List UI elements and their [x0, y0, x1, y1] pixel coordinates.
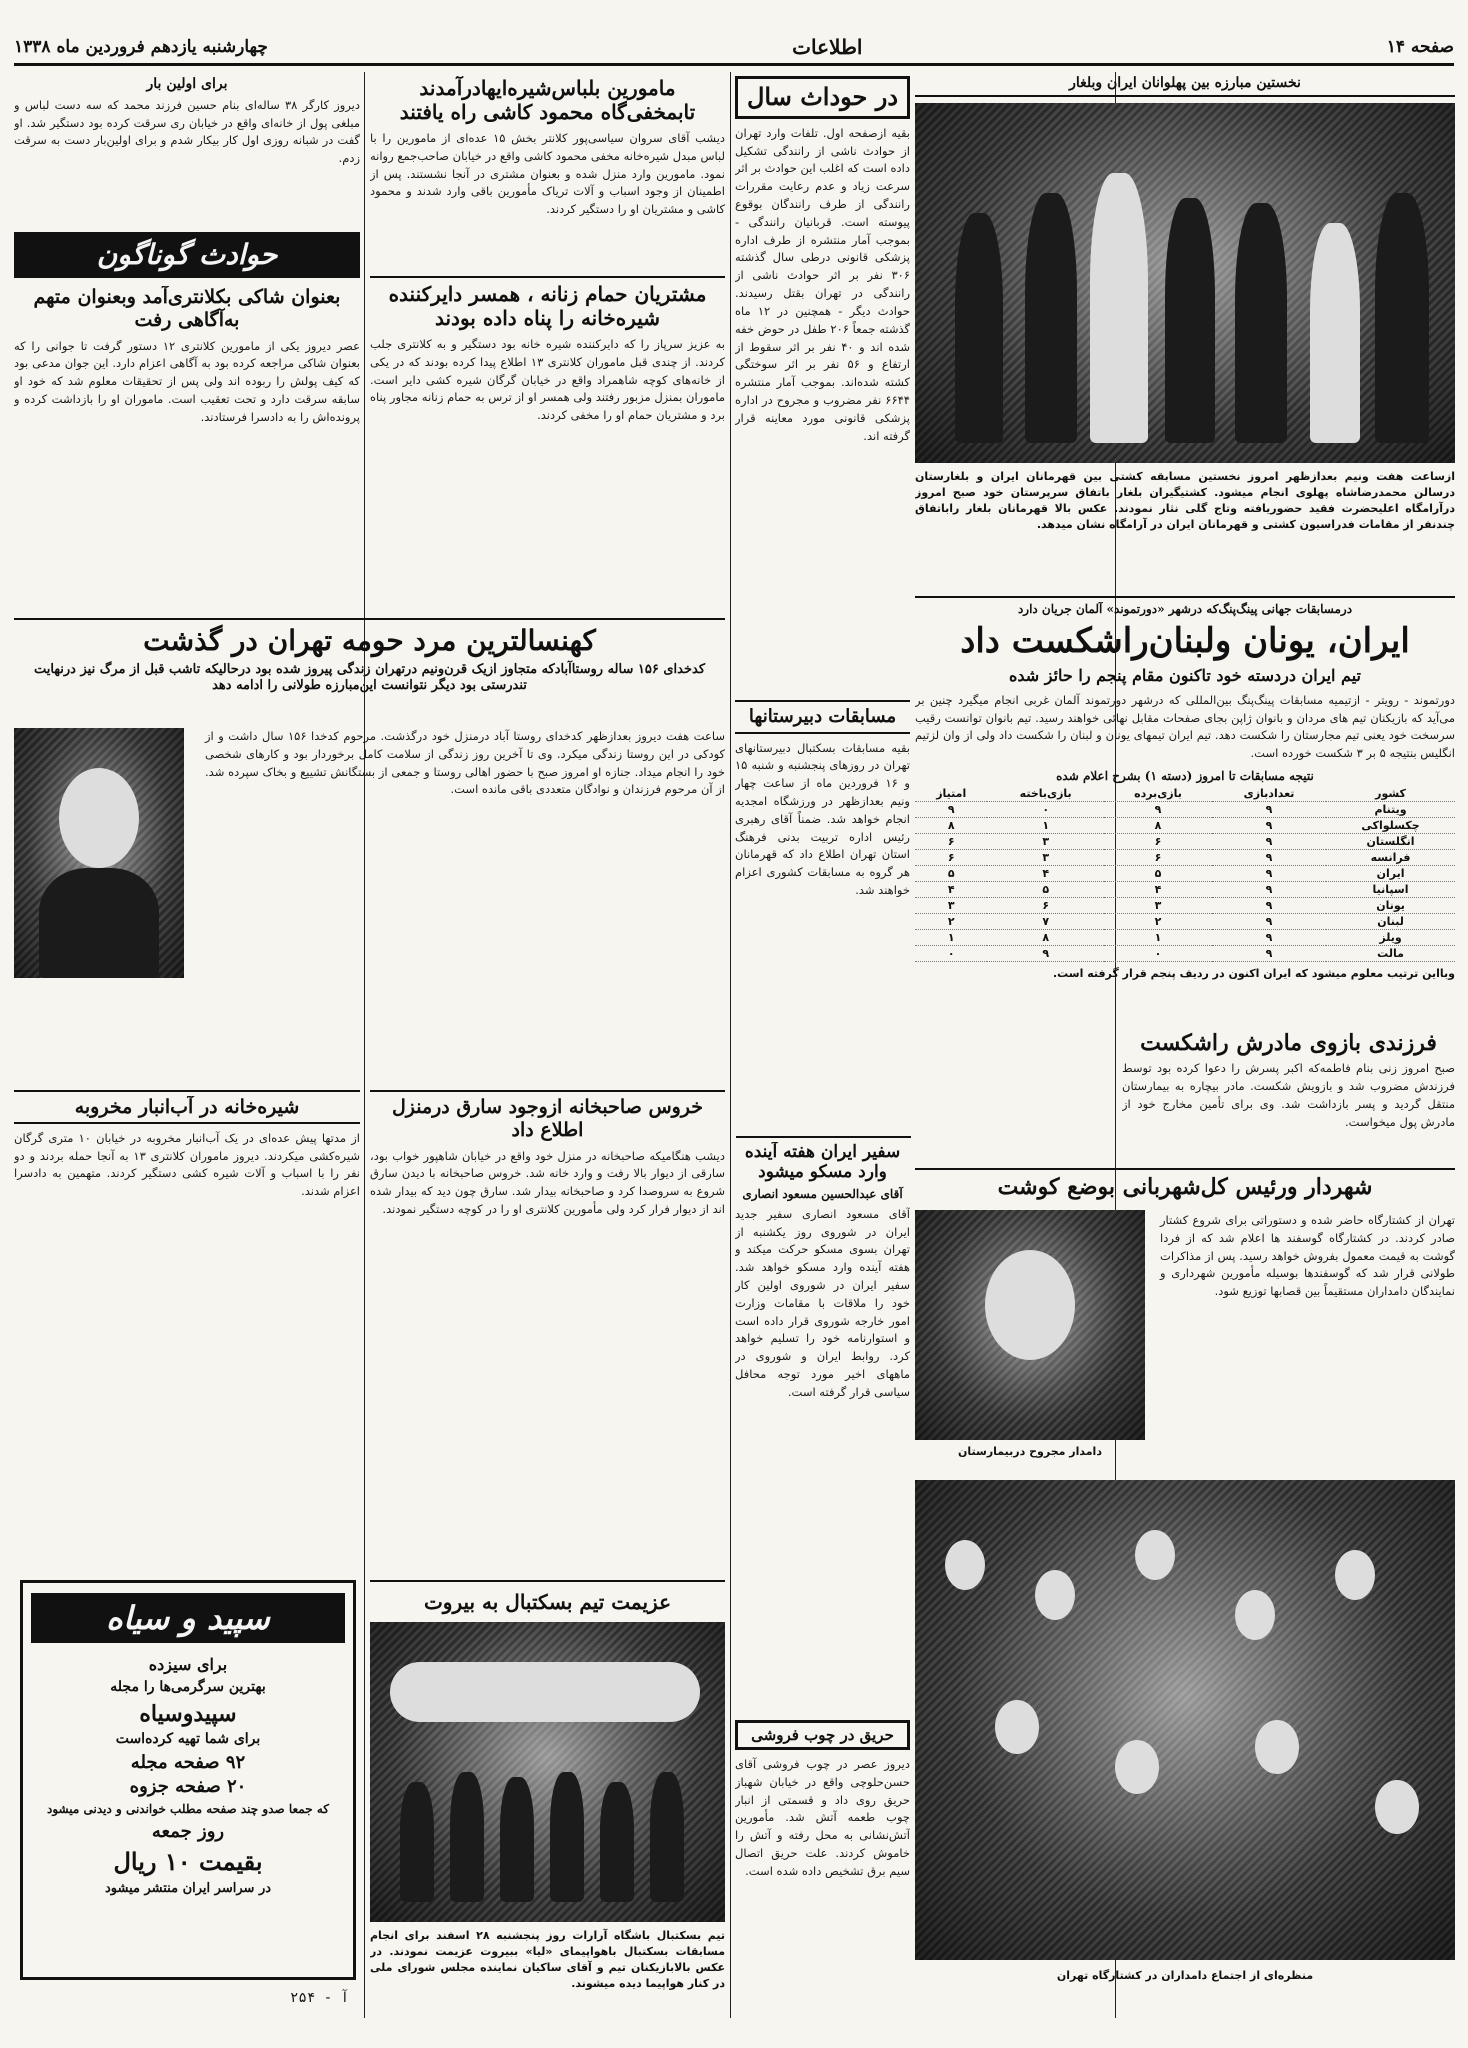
table-cell: ۰: [915, 946, 987, 962]
ad-line: بهترین سرگرمی‌ها را مجله: [110, 1679, 266, 1695]
rooster-article: [370, 1096, 725, 1546]
table-cell: ۱: [1104, 930, 1212, 946]
table-cell: ۴: [987, 866, 1104, 882]
oldest-man-article: [14, 624, 725, 1084]
table-row: [915, 898, 1455, 914]
table-row: [915, 946, 1455, 962]
table-cell: ۹: [1212, 802, 1326, 818]
wrestling-article: [915, 72, 1455, 592]
police-body: دیشب آقای سروان سیاسی‌پور کلانتر بخش ۱۵ عده‌ای از مامورین را با لباس مبدل شیره‌خانه مخفی محمود کاشی واقع در خیابان صاحب‌جمع روانه نمود. مامورین وارد منزل شده و بعنوان مشتری در آنجا نشستند. پس از اطمینان از وجود اسباب و آلات تریاک مأمورین باقی وارد شدند و محمود کاشی و مشتریان او را دستگیر کردند.: [370, 131, 725, 217]
table-cell: ۰: [1104, 946, 1212, 962]
table-cell: ۱: [987, 818, 1104, 834]
table-cell: ۳: [987, 850, 1104, 866]
pingpong-subtitle: تیم ایران دردسته خود تاکنون مقام پنجم را حائز شده: [1009, 665, 1361, 685]
table-cell: ۵: [915, 866, 987, 882]
ad-line: روز جمعه: [151, 1820, 225, 1842]
table-cell: ۹: [1212, 946, 1326, 962]
table-cell: ۹: [1212, 914, 1326, 930]
wrestling-caption: ازساعت هفت ونیم بعدازظهر امروز نخستین مسابقه کشتی بین قهرمانان ایران و بلغارستان درسالن محمدرضاشاه پهلوی انجام میشود. کشتیگیران بلغار باتفاق سرپرستان خود صبح امروز درآرامگاه اعلیحضرت فقید حضوریافته وتاج گلی نثار نمودند. عکس بالا قهرمانان بلغار راباتفاق چندنفر از مقامات فدراسیون کشتی و قهرمانان ایران در آرامگاه نشان میدهد.: [915, 469, 1455, 531]
ambassador-subtitle: آقای عبدالحسین مسعود انصاری: [742, 1186, 903, 1201]
oldest-subtitle: کدخدای ۱۵۶ ساله روستاآبادکه متجاوز ازیک قرن‌ونیم درتهران زندگی پیروز شده بود درحالیکه تاشب قبل از مرگ نیز درنهایت تندرستی بود دیگر نتوانست این‌مبارزه طولانی را ادامه دهد: [33, 661, 706, 693]
table-cell: ۵: [1104, 866, 1212, 882]
table-row: [915, 834, 1455, 850]
table-cell: انگلستان: [1326, 834, 1455, 850]
basketball-team-article: [370, 1590, 725, 2030]
ad-price: بقیمت ۱۰ ریال: [113, 1847, 263, 1877]
ad-brand: سپیدوسیاه: [139, 1700, 237, 1727]
crowd-caption: منظره‌ای از اجتماع دامداران در کشتارگاه تهران: [1056, 1969, 1314, 1982]
ad-logo: سپید و سیاه: [31, 1593, 345, 1643]
son-body: صبح امروز زنی بنام فاطمه‌که اکبر پسرش را دعوا کرده بود توسط فرزندش مضروب شد و بازویش شکست. مادر بیچاره به بیمارستان منتقل گردید و پسر بازداشت شد. وی برای تأمین مخارج خود از مادرش پول میخواست.: [1122, 1061, 1455, 1129]
basketball-team-photo: [370, 1622, 725, 1922]
first-time-title: برای اولین بار: [146, 76, 228, 92]
events-article: [735, 76, 910, 596]
table-header: کشور: [1326, 786, 1455, 802]
ad-line: ۹۲ صفحه مجله: [130, 1752, 246, 1774]
pingpong-kicker: درمسابقات جهانی پینگ‌پنگ‌که درشهر «دورتموند» آلمان جریان دارد: [1017, 602, 1353, 616]
oldest-body: ساعت هفت دیروز بعدازظهر کدخدای روستا آباد درمنزل خود درگذشت. مرحوم کدخدا ۱۵۶ سال داشت و از کودکی در این روستا زندگی میکرد. وی تا آخرین روز زندگی از سلامت کامل برخوردار بود و کارهای شخصی خود را انجام میداد. جنازه او امروز صبح با حضور اهالی روستا و جمعی از بستگانش تشییع و بخاک سپرده شد. از آن مرحوم فرزندان و نوادگان متعددی باقی مانده است.: [205, 729, 725, 797]
table-cell: ۹: [1212, 866, 1326, 882]
rooster-body: دیشب هنگامیکه صاحبخانه در منزل خود واقع در خیابان شاهپور خواب بود، سارقی از دیوار بالا رفت و وارد خانه شد. خروس صاحبخانه با دیدن سارق شروع به سروصدا کرد و صاحبخانه بیدار شد. سارق چون دید که بیدار شده اند از دیوار فرار کرد ولی مأمورین کلانتری او را در کوچه دستگیر نمودند.: [370, 1148, 725, 1217]
paper-name: اطلاعات: [792, 34, 863, 59]
table-cell: ۱: [915, 930, 987, 946]
table-cell: ۵: [987, 882, 1104, 898]
wounded-caption: دامدار مجروح دربیمارستان: [958, 1445, 1102, 1458]
table-cell: ۹: [987, 946, 1104, 962]
false-complaint-article: [14, 286, 360, 612]
table-header-row: [915, 786, 1455, 802]
mayor-title: شهردار ورئیس کل‌شهربانی بوضع کوشت: [997, 1174, 1373, 1200]
ad-line: در سراسر ایران منتشر میشود: [104, 1880, 272, 1896]
table-header: بازی‌باخته: [987, 786, 1104, 802]
highschool-article: [735, 700, 910, 1130]
fire-title: حریق در چوب فروشی: [735, 1720, 910, 1750]
table-header: تعدادبازی: [1212, 786, 1326, 802]
table-row: [915, 882, 1455, 898]
crowd-article: [915, 1480, 1455, 2010]
table-header: بازی‌برده: [1104, 786, 1212, 802]
table-cell: ۹: [1212, 930, 1326, 946]
table-cell: ۶: [915, 834, 987, 850]
first-time-body: دیروز کارگر ۳۸ ساله‌ای بنام حسین فرزند محمد که سه دست لباس و مبلغی پول از خانه‌ای واقع در خیابان ری سرقت کرده بود دستگیر شد. او گفت در شبانه روزی اول کار بیکار شدم و برای اولین‌بار دست به سرقت زدم.: [14, 97, 360, 166]
table-cell: ۹: [915, 802, 987, 818]
crowd-photo: [915, 1480, 1455, 1960]
misc-events-title: حوادث گوناگون: [14, 232, 360, 278]
fire-body: دیروز عصر در چوب فروشی آقای حسن‌حلوچی واقع در خیابان شهباز حریق روی داد و قسمتی از انبار چوب طعمه آتش شد. مأمورین آتش‌نشانی به محل رفته و آتش را خاموش کردند. علت حریق اتصال سیم برق تشخیص داده شده است.: [735, 1757, 910, 1878]
table-cell: ۳: [987, 834, 1104, 850]
table-cell: ۰: [987, 802, 1104, 818]
highschool-title: مسابقات دبیرستانها: [735, 700, 910, 734]
table-cell: مالت: [1326, 946, 1455, 962]
results-table: [915, 786, 1455, 962]
table-cell: یونان: [1326, 898, 1455, 914]
table-row: [915, 818, 1455, 834]
issue-date: چهارشنبه یازدهم فروردین ماه ۱۳۳۸: [14, 36, 268, 57]
den-title: شیره‌خانه در آب‌انبار مخروبه: [14, 1096, 360, 1124]
ambassador-article: [735, 1142, 910, 1642]
den-article: [14, 1096, 360, 1276]
mayor-article: [915, 1174, 1455, 1474]
misc-events-banner: [14, 232, 360, 278]
table-row: [915, 866, 1455, 882]
results-table-footer: وبااین ترتیب معلوم میشود که ایران اکنون در ردیف پنجم قرار گرفته است.: [1052, 967, 1455, 981]
page-signature: آ - ۲۵۴: [290, 1990, 350, 2006]
table-cell: ۸: [987, 930, 1104, 946]
ad-line: برای سیزده: [148, 1655, 228, 1674]
bath-body: به عزیز سرپاز را که دایرکننده شیره خانه بود دستگیر و به کلانتری جلب کردند. از چندی قبل ماموران کلانتری ۱۳ اطلاع پیدا کرده بودند که در یکی از خانه‌های کوچه شاهمراد واقع در خیابان گرگان شیره کشی دایر است. ماموران بمنزل مزبور رفتند ولی همسر او از ترس به حمام زنانه مجاور پناه برد و مشتریان حمام او را مخفی کردند.: [370, 337, 725, 423]
rooster-title: خروس صاحبخانه ازوجود سارق درمنزل اطلاع داد: [391, 1096, 704, 1141]
masthead: [14, 30, 1454, 66]
section-rule: [370, 276, 725, 278]
basketball-team-caption: تیم بسکتبال باشگاه آرارات روز پنجشنبه ۲۸ اسفند برای انجام مسابقات بسکتبال باهواپیمای «لیا» ببیروت عزیمت نمودند. در عکس بالابازیکنان تیم و آقای ساکیان نماینده مجلس شورای ملی در کنار هواپیما دیده میشوند.: [370, 1929, 725, 1990]
pingpong-body: دورتموند - رویتر - ازتیمیه مسابقات پینگ‌پنگ بین‌المللی که درشهر دورتموند آلمان غربی انجام میگیرد چنین بر می‌آید که بازیکنان تیم های مردان و بانوان ژاپن بجای صفحات مقابل نهائی خواهند رسید. تیم بانوان توانست رقیب سرسخت خود یعنی تیم مجارستان را شکست دهد. تیم ایران تیمهای یونان و لبنان را شکست داد ولی از وان لزتیم انگلیس بنتیجه ۵ بر ۳ شکست خورده است.: [915, 692, 1455, 761]
table-cell: ۹: [1212, 834, 1326, 850]
ambassador-body: آقای مسعود انصاری سفیر جدید ایران در شوروی روز یکشنبه از تهران بسوی مسکو حرکت میکند و هفته آینده وارد مسکو خواهد شد. سفیر ایران در شوروی اولین کار خود را ملاقات با مقامات وزارت امور خارجه شوروی قرار داده است و استوارنامه خود را تسلیم خواهد کرد. روابط ایران و شوروی در ماههای اخیر مورد توجه محافل سیاسی قرار گرفته است.: [735, 1206, 910, 1399]
ad-line: که جمعا صدو چند صفحه مطلب خواندنی و دیدنی میشود: [47, 1801, 329, 1816]
section-rule: [370, 1090, 725, 1092]
table-cell: ۳: [915, 898, 987, 914]
police-article: [370, 76, 725, 276]
table-row: [915, 802, 1455, 818]
son-title: فرزندی بازوی مادرش راشکست: [1140, 1030, 1437, 1056]
events-title: در حوداث سال: [735, 76, 910, 119]
mayor-body: تهران از کشتارگاه حاضر شده و دستوراتی برای شروع کشتار صادر کردند. در کشتارگاه گوسفند ها اعلام شد که از فردا گوشت به قیمت معمول بفروش خواهد رسید. پس از مذاکرات طولانی قرار شد که گوسفندها بوسیله مأمورین شهرداری و نمایندگان دامداران مستقیماً بین قصابها توزیع شود.: [1160, 1213, 1455, 1299]
first-time-article: [14, 76, 360, 226]
table-header: امتیاز: [915, 786, 987, 802]
false-complaint-body: عصر دیروز یکی از مامورین کلانتری ۱۲ دستور گرفت تا جوانی را که بعنوان شاکی مراجعه کرده بود به آگاهی اعزام دارد. این جوان مدعی بود که کیف پولش را ربوده اند ولی پس از تحقیقات معلوم شد که خود او سابقه سرقت دارد و تحت تعقیب است. ماموران او را بازداشت کرده و پرونده‌اش را به دادسرا فرستادند.: [14, 338, 360, 424]
ad-line: ۲۰ صفحه جزوه: [129, 1775, 247, 1797]
table-cell: ویتنام: [1326, 802, 1455, 818]
police-title: مامورین بلباس‌شیره‌ایهادرآمدند تابمخفی‌گاه محمود کاشی راه یافتند: [399, 76, 696, 124]
table-cell: ۶: [1104, 850, 1212, 866]
table-cell: ۹: [1212, 818, 1326, 834]
table-row: [915, 914, 1455, 930]
table-cell: اسپانیا: [1326, 882, 1455, 898]
table-cell: ایران: [1326, 866, 1455, 882]
table-cell: لبنان: [1326, 914, 1455, 930]
section-rule: [915, 596, 1455, 598]
magazine-ad: [20, 1580, 356, 1980]
pingpong-title: ایران، یونان ولبنان‌راشکست داد: [960, 621, 1410, 661]
fire-article: [735, 1720, 910, 2020]
section-rule: [14, 618, 725, 620]
table-cell: ۶: [915, 850, 987, 866]
oldest-man-photo: [14, 728, 184, 978]
section-rule: [14, 1090, 360, 1092]
column-rule: [730, 72, 731, 2018]
section-rule: [370, 1580, 725, 1582]
table-cell: ۹: [1212, 898, 1326, 914]
table-cell: ۹: [1104, 802, 1212, 818]
wrestling-title: نخستین مبارزه بین پهلوانان ایران وبلغار: [915, 72, 1455, 97]
table-cell: ۹: [1212, 850, 1326, 866]
table-cell: ۶: [987, 898, 1104, 914]
table-cell: ۸: [1104, 818, 1212, 834]
oldest-title: کهنسالترین مرد حومه تهران در گذشت: [143, 624, 596, 657]
table-row: [915, 930, 1455, 946]
table-cell: ۲: [1104, 914, 1212, 930]
section-rule: [736, 1136, 911, 1138]
table-cell: ۴: [915, 882, 987, 898]
bath-article: [370, 282, 725, 612]
table-cell: ۶: [1104, 834, 1212, 850]
wounded-photo: [915, 1210, 1145, 1440]
table-cell: ۸: [915, 818, 987, 834]
table-cell: فرانسه: [1326, 850, 1455, 866]
wrestling-photo: [915, 103, 1455, 463]
events-body: بقیه ازصفحه اول. تلفات وارد تهران از حوادث ناشی از رانندگی تشکیل داده است که اغلب این حوادث بر اثر سرعت زیاد و عدم رعایت مقررات رانندگی از طرف رانندگان بوقوع پیوسته است. قربانیان رانندگی - بموجب آمار منتشره از طرف اداره پزشکی قانونی درطی سال گذشته ۳۰۶ نفر بر اثر حوادث ناشی از رانندگی در تهران بقتل رسیدند. حوادث دیگر - همچنین در ۱۲ ماه گذشته جمعاً ۲۰۶ طفل در حوض خفه شده اند و ۴۰ نفر بر اثر سقوط از ارتفاع و ۵۶ نفر بر اثر سوختگی کشته شده‌اند. بموجب آمار منتشره ۶۶۴۴ نفر مضروب و مجروح در اداره پزشکی قانونی مورد معاینه قرار گرفته اند.: [735, 125, 910, 443]
basketball-team-title: عزیمت تیم بسکتبال به بیروت: [423, 1590, 672, 1614]
section-rule: [915, 1168, 1455, 1170]
table-cell: ۳: [1104, 898, 1212, 914]
table-cell: ۴: [1104, 882, 1212, 898]
page-number: صفحه ۱۴: [1386, 36, 1454, 57]
false-complaint-title: بعنوان شاکی بکلانتری‌آمد وبعنوان متهم به‌آگاهی رفت: [33, 286, 341, 331]
table-cell: ۷: [987, 914, 1104, 930]
highschool-body: بقیه مسابقات بسکتبال دبیرستانهای تهران در روزهای پنجشنبه و شنبه ۱۵ و ۱۶ فروردین ماه از ساعت چهار ونیم بعدازظهر در ورزشگاه امجدیه انجام خواهد شد. ضمناً آقای رهبری رئیس اداره تربیت بدنی فرهنگ استان تهران اطلاع داد که قهرمانان هر گروه به مسابقات کشوری اعزام خواهند شد.: [735, 740, 910, 898]
ambassador-title: سفیر ایران هفته آینده وارد مسکو میشود: [744, 1142, 901, 1183]
den-body: از مدتها پیش عده‌ای در یک آب‌انبار مخروبه در خیابان ۱۰ متری گرگان شیره‌کشی میکردند. دیروز ماموران کلانتری ۱۳ به آنجا حمله بردند و دو نفر را با اسباب و آلات شیره کشی دستگیر کردند. متهمین به دادسرا اعزام شدند.: [14, 1130, 360, 1199]
table-cell: ۲: [915, 914, 987, 930]
bath-title: مشتریان حمام زنانه ، همسر دایرکننده شیره‌خانه را پناه داده بودند: [388, 282, 707, 330]
son-article: [1122, 1030, 1455, 1160]
ad-line: برای شما تهیه کرده‌است: [115, 1730, 261, 1747]
table-cell: ۹: [1212, 882, 1326, 898]
table-cell: ویلز: [1326, 930, 1455, 946]
results-table-caption: نتیجه مسابقات تا امروز (دسته ۱) بشرح اعلام شده: [1056, 769, 1314, 784]
table-cell: چکسلواکی: [1326, 818, 1455, 834]
table-row: [915, 850, 1455, 866]
